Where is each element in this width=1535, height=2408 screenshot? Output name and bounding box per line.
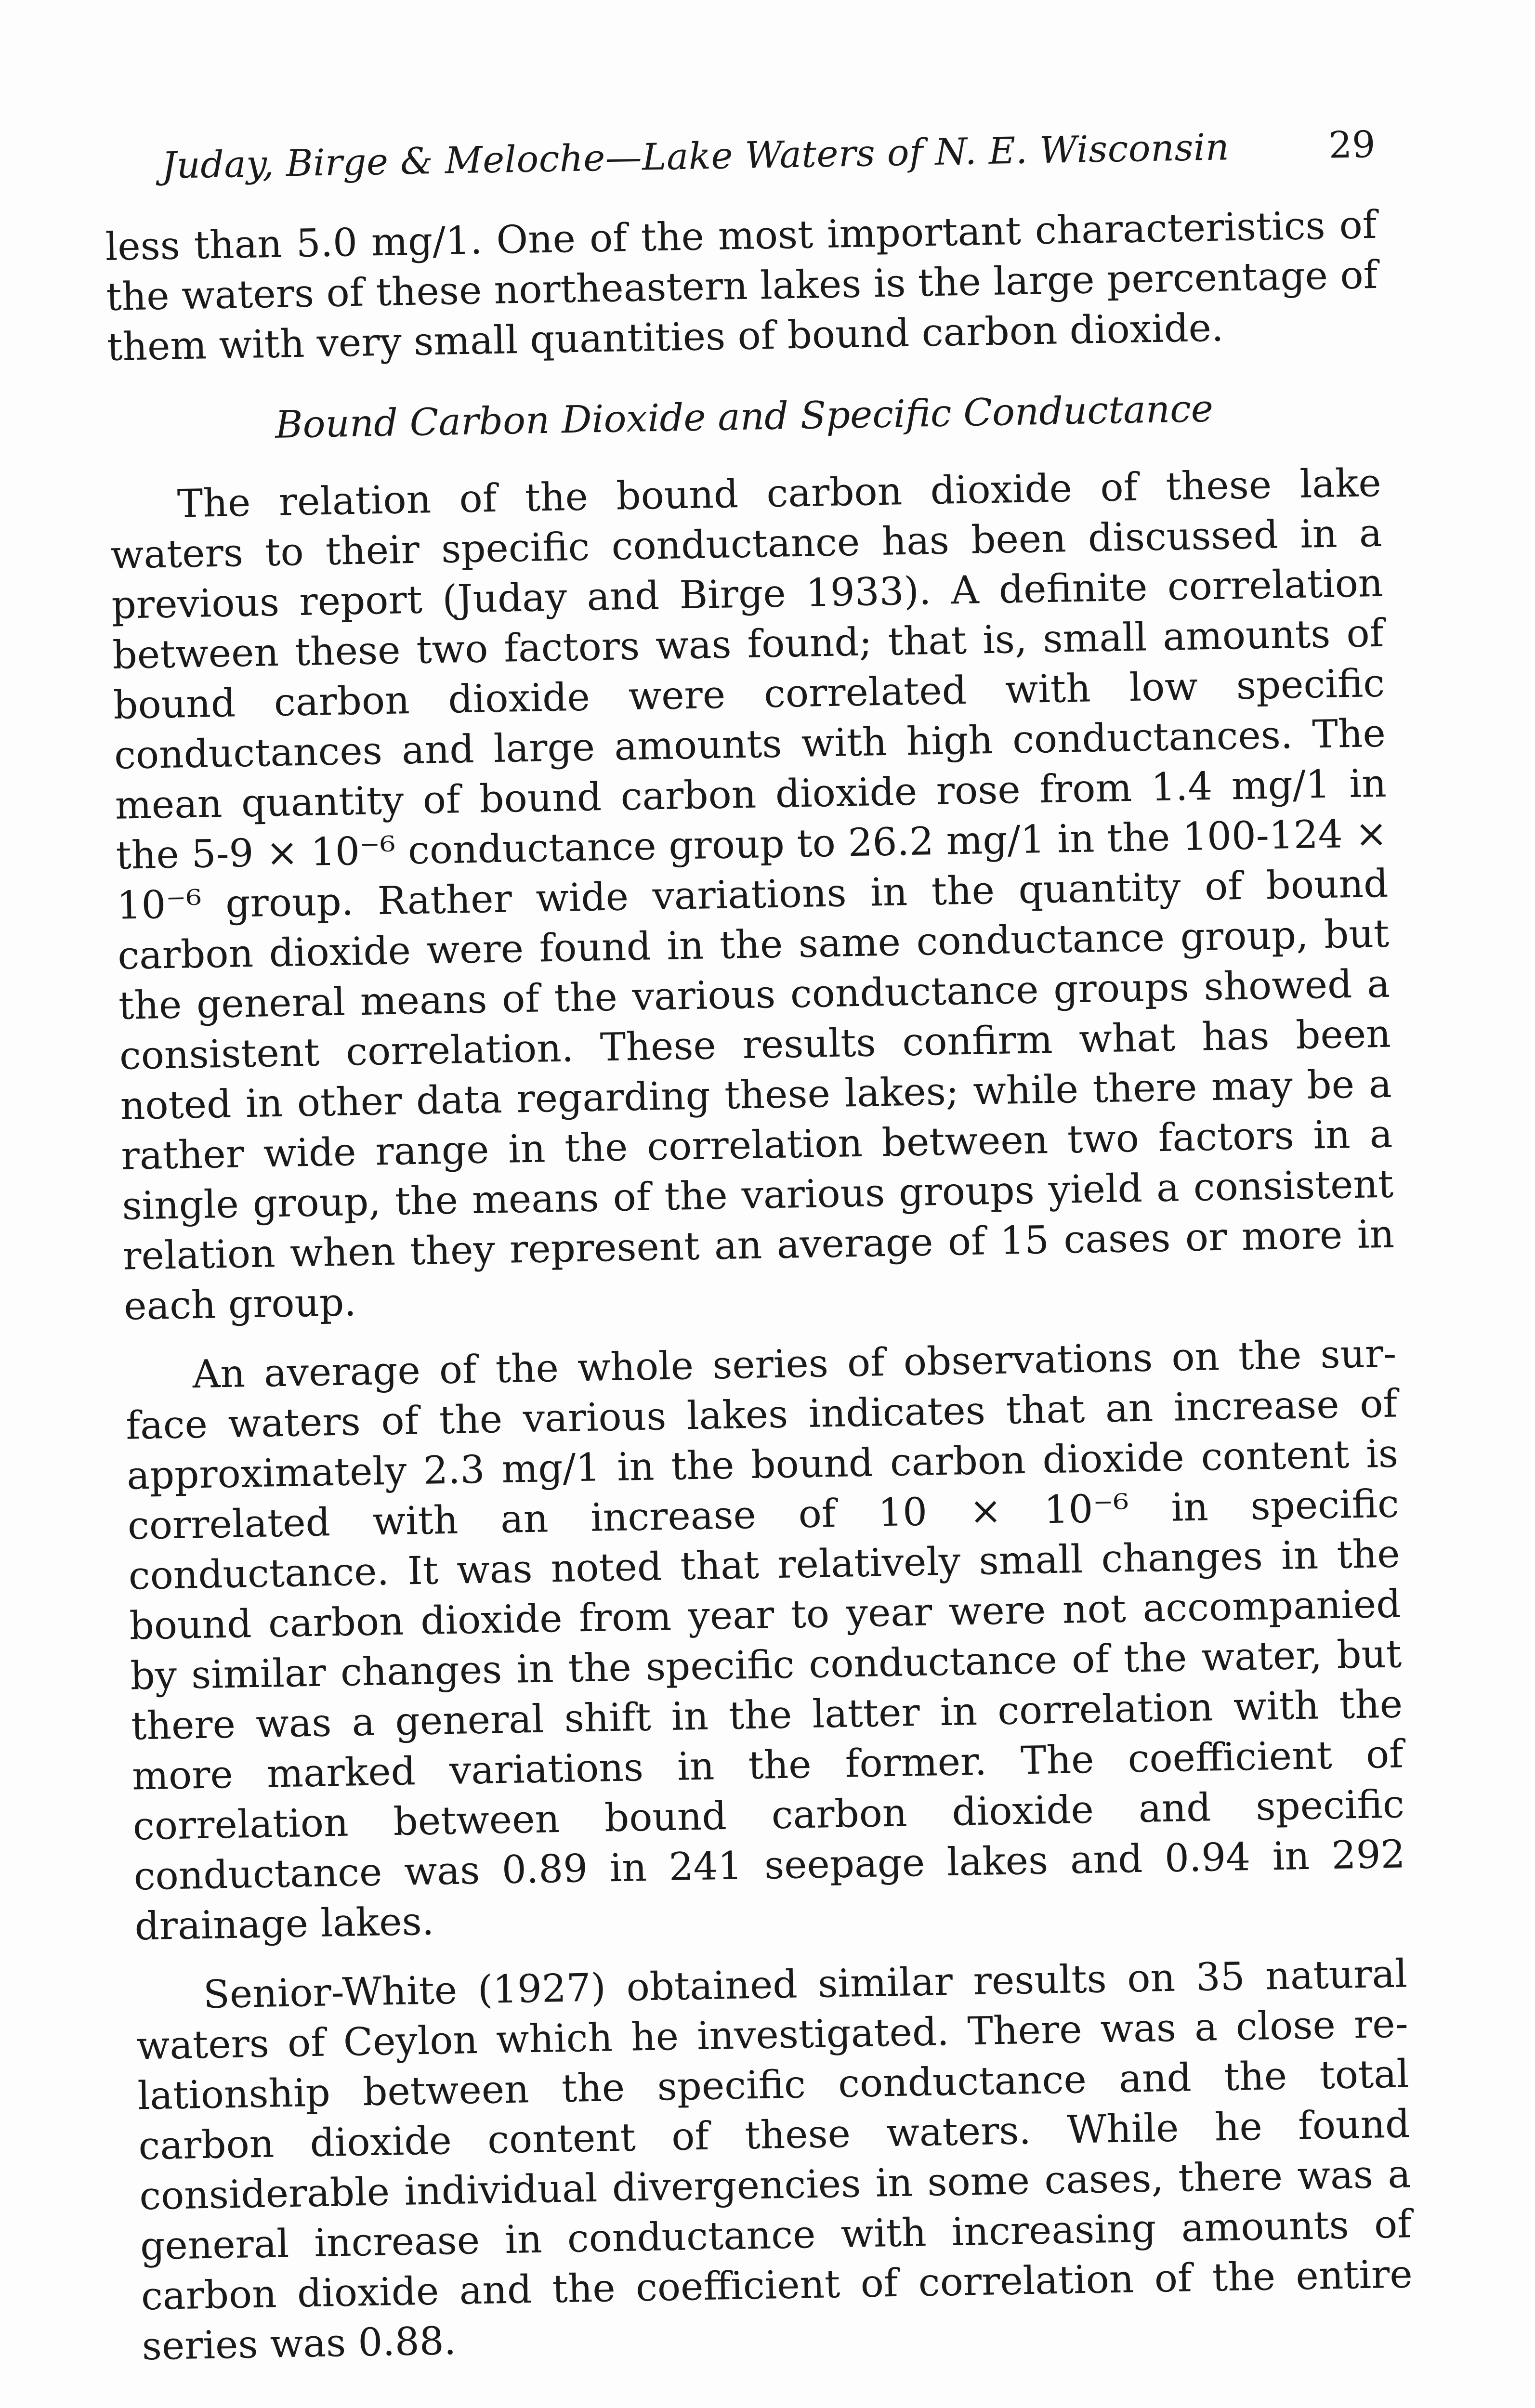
body-paragraph-2: An average of the whole series of observations on the surface waters of the various lakes indicates that an increase of approximately 2.3 mg/1 in the bound carbon dioxide content is correlated with an increase of 10 × 10⁻⁶ in specific conductance. It was noted that relatively small changes in the bound carbon dioxide from year to year were not accompanied by similar changes in the specific conductance of the water, but there was a general shift in the latter in correlation with the more marked variations in the former. The coefficient of correlation between bound carbon dioxide and specific conductance was 0.89 in 241 seepage lakes and 0.94 in 292 drainage lakes. [125,1331,1406,1949]
body-paragraph-3: Senior-White (1927) obtained similar results on 35 natural waters of Ceylon which he investigated. There was a close relationship between the specific conductance and the total carbon dioxide content of these waters. While he found considerable individual divergencies in some cases, there was a general increase in conductance with increasing amounts of carbon dioxide and the coefficient of correlation of the entire series was 0.88. [136,1951,1413,2369]
opening-paragraph: less than 5.0 mg/1. One of the most important characteristics of the waters of these northeastern lakes is the large percentage of them with very small quantities of bound carbon dioxide. [105,202,1378,370]
page-content [104,122,1414,2371]
page-number: 29 [1328,122,1376,167]
running-header [161,122,1376,187]
body-paragraph-1: The relation of the bound carbon dioxide of these lake waters to their specific conductance has been discussed in a previous report (Juday and Birge 1933). A definite correlation between these two factors was found; that is, small amounts of bound carbon dioxide were correlated with low specific conductances and large amounts with high conductances. The mean quantity of bound carbon dioxide rose from 1.4 mg/1 in the 5-9 × 10⁻⁶ conductance group to 26.2 mg/1 in the 100-124 × 10⁻⁶ group. Rather wide variations in the quantity of bound carbon dioxide were found in the same conductance group, but the general means of the various conductance groups showed a consistent correlation. These results confirm what has been noted in other data regarding these lakes; while there may be a rather wide range in the correlation between two factors in a single group, the means of the various groups yield a consistent relation when they represent an average of 15 cases or more in each group. [110,460,1395,1329]
section-heading: Bound Carbon Dioxide and Specific Conductance [275,387,1214,447]
running-title: Juday, Birge & Meloche—Lake Waters of N. E. Wisconsin [161,125,1230,187]
